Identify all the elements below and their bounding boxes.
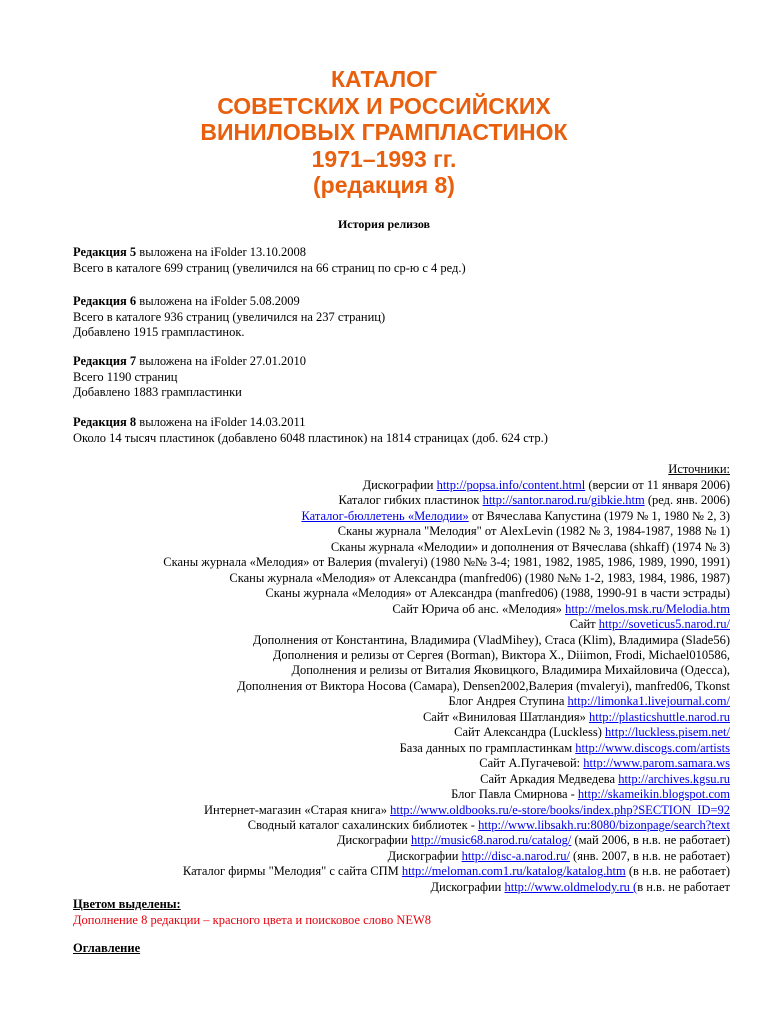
source-text: Сканы журнала «Мелодия» от Александра (manfred06) (1988, 1990-91 в части эстрады) xyxy=(265,586,730,601)
source-item xyxy=(163,756,730,771)
source-text: Сканы журнала "Мелодия" от AlexLevin (1982 № 3, 1984-1987, 1988 № 1) xyxy=(337,524,730,539)
release-detail: Добавлено 1883 грампластинки xyxy=(73,385,242,400)
release-detail: Всего 1190 страниц xyxy=(73,369,178,384)
source-item xyxy=(163,633,730,648)
release-detail: Всего в каталоге 936 страниц (увеличился на 237 страниц) xyxy=(73,309,386,324)
source-link[interactable]: Каталог-бюллетень «Мелодии» xyxy=(301,508,469,523)
legend-red-note: Дополнение 8 редакции – красного цвета и поисковое слово NEW8 xyxy=(73,913,432,927)
source-text: Дискографии xyxy=(387,848,462,863)
source-item xyxy=(163,725,730,740)
source-link[interactable]: http://soveticus5.narod.ru/ xyxy=(598,617,730,632)
release-label: Редакция 7 xyxy=(73,354,137,368)
source-text: Блог Андрея Ступина xyxy=(448,694,568,709)
title-line: КАТАЛОГ xyxy=(330,66,438,92)
source-text: Каталог гибких пластинок xyxy=(338,493,483,508)
source-text: Дополнения и релизы от Сергея (Borman), Виктора Х., Diiimon, Frodi, Michael010586, xyxy=(272,647,730,662)
release-posted: выложена на iFolder 13.10.2008 xyxy=(136,245,307,259)
source-text: Сайт А.Пугачевой: xyxy=(479,756,584,771)
source-link[interactable]: http://www.oldbooks.ru/e-store/books/index.php?SECTION_ID=92 xyxy=(390,802,730,817)
title-line: ВИНИЛОВЫХ ГРАМПЛАСТИНОК xyxy=(200,119,568,145)
source-note: (в н.в. не работает) xyxy=(625,864,730,879)
release-entry xyxy=(73,245,466,276)
source-text: Каталог фирмы "Мелодия" с сайта СПМ xyxy=(182,864,402,879)
source-item xyxy=(163,849,730,864)
source-note: (май 2006, в н.в. не работает) xyxy=(571,833,730,848)
source-link[interactable]: http://www.parom.samara.ws xyxy=(583,756,730,771)
source-link[interactable]: http://plasticshuttle.narod.ru xyxy=(589,709,730,724)
source-item xyxy=(163,710,730,725)
source-text: Сканы журнала «Мелодия» от Валерия (mvaleryi) (1980 №№ 3-4; 1981, 1982, 1985, 1986, 1989, 1990, 1991) xyxy=(163,555,730,570)
source-text: Дополнения и релизы от Виталия Яковицкого, Владимира Михайловича (Одесса), xyxy=(291,663,730,678)
source-item xyxy=(163,663,730,678)
source-item xyxy=(163,741,730,756)
source-text: Сканы журнала «Мелодия» от Александра (manfred06) (1980 №№ 1-2, 1983, 1984, 1986, 1987) xyxy=(229,570,730,585)
source-link[interactable]: http://santor.narod.ru/gibkie.htm xyxy=(482,493,645,508)
source-note: (ред. янв. 2006) xyxy=(644,493,730,508)
release-detail: Добавлено 1915 грампластинок. xyxy=(73,325,245,340)
history-heading: История релизов xyxy=(337,217,431,231)
source-item xyxy=(163,648,730,663)
source-note: (версии от 11 января 2006) xyxy=(585,478,730,492)
source-item xyxy=(163,555,730,570)
source-text: Дискографии xyxy=(362,478,437,492)
title-line: СОВЕТСКИХ И РОССИЙСКИХ xyxy=(217,92,551,119)
source-text: Сканы журнала «Мелодии» и дополнения от Вячеслава (shkaff) (1974 № 3) xyxy=(330,539,730,554)
release-posted: выложена на iFolder 14.03.2011 xyxy=(136,415,306,429)
source-text: Сводный каталог сахалинских библиотек - xyxy=(247,817,479,832)
legend-heading: Цветом выделены: xyxy=(73,897,181,911)
source-text: Сайт Аркадия Медведева xyxy=(480,771,619,786)
source-item xyxy=(163,787,730,802)
source-note: в н.в. не работает xyxy=(637,879,730,894)
source-link[interactable]: http://luckless.pisem.net/ xyxy=(605,725,730,740)
title-line: 1971–1993 гг. xyxy=(311,145,457,172)
source-item xyxy=(163,509,730,524)
source-link[interactable]: http://meloman.com1.ru/katalog/katalog.htm xyxy=(401,864,626,879)
release-label: Редакция 6 xyxy=(73,294,137,308)
source-item xyxy=(163,602,730,617)
source-text: Сайт Александра (Luckless) xyxy=(454,725,605,740)
source-link[interactable]: http://melos.msk.ru/Melodia.htm xyxy=(565,601,730,616)
source-link[interactable]: http://www.libsakh.ru:8080/bizonpage/search?text xyxy=(478,817,730,832)
source-text: Блог Павла Смирнова - xyxy=(451,787,578,802)
source-item xyxy=(163,694,730,709)
source-item xyxy=(163,586,730,601)
toc-heading: Оглавление xyxy=(73,941,141,955)
source-text: Дискографии xyxy=(336,833,411,848)
source-note: (янв. 2007, в н.в. не работает) xyxy=(569,848,730,863)
source-text: База данных по грампластинкам xyxy=(399,740,576,755)
source-item xyxy=(163,880,730,895)
source-item xyxy=(163,617,730,632)
release-posted: выложена на iFolder 5.08.2009 xyxy=(136,294,300,308)
source-item xyxy=(163,818,730,833)
release-posted: выложена на iFolder 27.01.2010 xyxy=(136,354,307,368)
source-item xyxy=(163,524,730,539)
source-text: Сайт xyxy=(569,617,599,632)
source-text: Дополнения от Виктора Носова (Самара), Densen2002,Валерия (mvaleryi), manfred06, Tkonst xyxy=(237,678,730,693)
source-item xyxy=(163,679,730,694)
source-link[interactable]: http://music68.narod.ru/catalog/ xyxy=(410,833,572,848)
source-link[interactable]: http://limonka1.livejournal.com/ xyxy=(567,694,730,709)
release-label: Редакция 5 xyxy=(73,245,137,259)
source-text: Сайт Юрича об анс. «Мелодия» xyxy=(392,601,566,616)
source-text: Интернет-магазин «Старая книга» xyxy=(204,802,391,817)
release-headline xyxy=(73,294,385,310)
catalog-title xyxy=(0,66,768,199)
source-note: от Вячеслава Капустина (1979 № 1, 1980 № 2, 3) xyxy=(468,508,730,523)
release-entry xyxy=(73,294,385,341)
release-headline xyxy=(73,245,466,261)
source-text: Сайт «Виниловая Шатландия» xyxy=(422,709,590,724)
release-headline xyxy=(73,415,548,431)
color-legend xyxy=(73,896,431,928)
source-link[interactable]: http://popsa.info/content.html xyxy=(436,478,586,492)
release-entry xyxy=(73,354,306,401)
source-text: Дискографии xyxy=(430,879,505,894)
source-link[interactable]: http://disc-a.narod.ru/ xyxy=(461,848,570,863)
sources-list xyxy=(163,478,730,895)
release-entry xyxy=(73,415,548,446)
source-item xyxy=(163,772,730,787)
sources-heading: Источники: xyxy=(668,462,730,476)
release-detail: Около 14 тысяч пластинок (добавлено 6048 пластинок) на 1814 страницах (доб. 624 стр.) xyxy=(73,430,548,445)
release-label: Редакция 8 xyxy=(73,415,137,429)
release-detail: Всего в каталоге 699 страниц (увеличился на 66 страниц по ср-ю с 4 ред.) xyxy=(73,260,466,275)
source-item xyxy=(163,478,730,493)
source-item xyxy=(163,571,730,586)
title-line: (редакция 8) xyxy=(313,172,455,198)
source-link[interactable]: http://www.oldmelody.ru ( xyxy=(504,879,638,894)
source-item xyxy=(163,493,730,508)
source-item xyxy=(163,833,730,848)
source-link[interactable]: http://archives.kgsu.ru xyxy=(618,771,730,786)
source-item xyxy=(163,540,730,555)
source-item xyxy=(163,864,730,879)
source-item xyxy=(163,803,730,818)
release-headline xyxy=(73,354,306,370)
source-link[interactable]: http://skameikin.blogspot.com xyxy=(577,787,730,802)
source-text: Дополнения от Константина, Владимира (VladMihey), Стаса (Klim), Владимира (Slade56) xyxy=(252,632,730,647)
source-link[interactable]: http://www.discogs.com/artists xyxy=(575,740,730,755)
